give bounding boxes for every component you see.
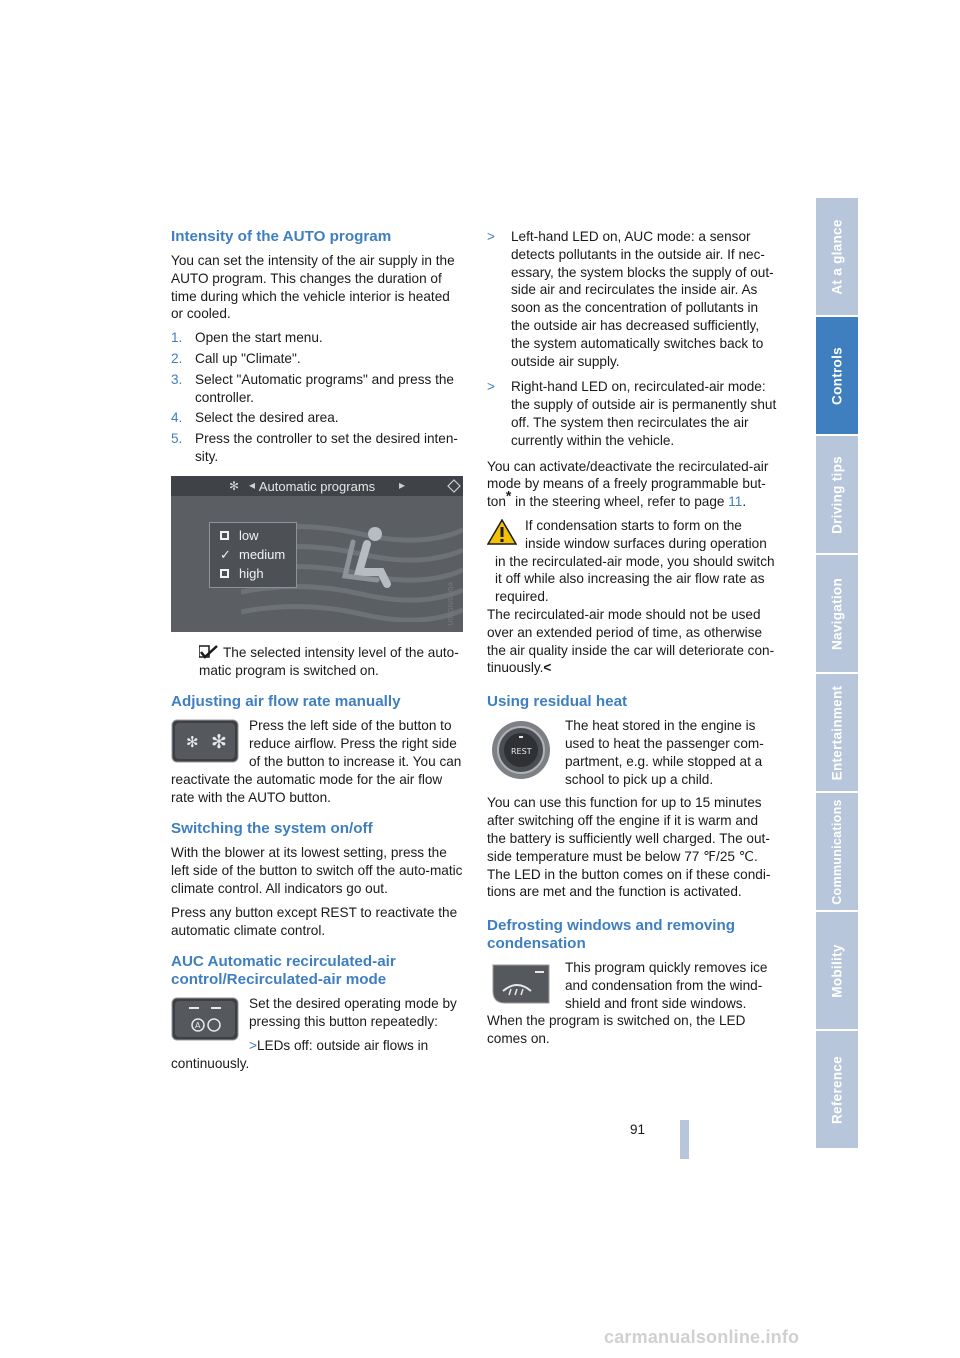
heading-auc: AUC Automatic recirculated-air control/Recirculated-air mode [171, 953, 396, 989]
settings-icon [447, 479, 461, 493]
svg-text:A: A [195, 1021, 201, 1031]
left-column [171, 228, 463, 1079]
warning-section [487, 517, 779, 677]
heading-onoff: Switching the system on/off [171, 820, 373, 838]
option-low[interactable]: low [220, 527, 259, 545]
warning-text-2: The recirculated-air mode should not be used over an extended period of time, as otherwise the air quality inside the car will deteriorate con-tinuously.< [487, 606, 775, 676]
blower-button-image [171, 719, 239, 763]
defrost-button-image [487, 961, 555, 1007]
chapter-tabs [816, 198, 858, 1150]
tab-communications[interactable]: Communications [816, 793, 858, 912]
activate-paragraph: You can activate/deactivate the recirculated-air mode by means of a freely programmable but-ton* in the steering wheel, refer to page 11. [487, 458, 769, 510]
warning-icon [487, 519, 517, 545]
image-code: U06GN/01/0A [448, 582, 456, 626]
tab-mobility[interactable]: Mobility [816, 912, 858, 1031]
rest-label: REST [511, 747, 532, 757]
option-star: * [505, 487, 512, 504]
caption-paragraph [171, 644, 463, 680]
tab-navigation[interactable]: Navigation [816, 555, 858, 674]
right-column [487, 228, 779, 1054]
option-high[interactable]: high [220, 565, 264, 583]
onoff-p2: Press any button except REST to reactivate the automatic climate control. [171, 904, 458, 938]
checkmark-icon [199, 645, 219, 659]
steps-list [171, 329, 463, 466]
step-item: 1. Open the start menu. [171, 330, 323, 346]
rest-button-image [487, 719, 555, 781]
step-item: 3. Select "Automatic programs" and press the controller. [171, 371, 454, 405]
defrost-text: This program quickly removes ice and condensation from the wind-shield and front side windows. When the program is switched on, the LED comes on. [487, 960, 768, 1047]
onoff-p1: With the blower at its lowest setting, press the left side of the button to switch off the auto-matic climate control. All indicators go out. [171, 845, 463, 896]
list-item: > Right-hand LED on, recirculated-air mode: the supply of outside air is permanently shut off. The system then recirculates the air currently within the vehicle. [487, 379, 777, 448]
auc-bullet-1: >LEDs off: outside air flows in continuously. [171, 1037, 429, 1071]
auc-bullets [487, 228, 779, 450]
step-item: 4. Select the desired area. [171, 410, 339, 426]
heading-airflow: Adjusting air flow rate manually [171, 693, 401, 711]
auc-button-image [171, 997, 239, 1041]
caption-text: The selected intensity level of the auto-matic program is switched on. [199, 644, 459, 678]
checkbox-icon [220, 531, 229, 540]
page-link[interactable]: 11 [728, 494, 743, 510]
residual-p1: The heat stored in the engine is used to heat the passenger com-partment, e.g. while stopped at a school to pick up a child. [565, 718, 764, 787]
seat-person-icon [331, 524, 393, 596]
auc-section [171, 995, 463, 1072]
screen-title: Automatic programs [258, 478, 376, 494]
tab-at-a-glance[interactable]: At a glance [816, 198, 858, 317]
arrow-left-icon: ◂ [249, 477, 256, 492]
defrost-section [487, 959, 779, 1048]
footer-watermark[interactable]: carmanualsonline.info [604, 1327, 800, 1347]
tab-driving-tips[interactable]: Driving tips [816, 436, 858, 555]
heading-residual: Using residual heat [487, 693, 628, 711]
svg-text:✻: ✻ [186, 733, 199, 752]
residual-section [487, 717, 779, 788]
intensity-options-panel [209, 522, 297, 588]
airflow-text: Press the left side of the button to reduce airflow. Press the right side of the button to increase it. You can reactivate the automatic mode for the air flow rate with the AUTO button. [171, 718, 462, 805]
tab-reference[interactable]: Reference [816, 1031, 858, 1150]
heading-defrost: Defrosting windows and removing condensation [487, 917, 736, 953]
fan-icon: ✻ [229, 478, 240, 493]
step-item: 5. Press the controller to set the desired inten-sity. [171, 431, 458, 464]
end-mark: < [543, 660, 552, 676]
step-item: 2. Call up "Climate". [171, 350, 301, 366]
page-number: 91 [630, 1122, 646, 1137]
intensity-intro: You can set the intensity of the air supply in the AUTO program. This changes the duration of time during which the vehicle interior is heated or cooled. [171, 253, 455, 322]
checkmark-icon: ✓ [220, 546, 231, 562]
tab-entertainment[interactable]: Entertainment [816, 674, 858, 793]
tab-controls[interactable]: Controls [816, 317, 858, 436]
residual-p2: You can use this function for up to 15 minutes after switching off the engine if it is warm and the battery is sufficiently well charged. The out-side temperature must be below 77 ℉/25 ℃. The LED in the button comes on if these condi-tions are met and the function is activated. [487, 795, 771, 900]
auc-text: Set the desired operating mode by pressing this button repeatedly: [249, 996, 457, 1030]
option-medium[interactable]: ✓ medium [220, 546, 286, 562]
page-marker [680, 1120, 689, 1159]
heading-intensity: Intensity of the AUTO program [171, 228, 392, 245]
checkbox-icon [220, 569, 229, 578]
warning-text: If condensation starts to form on the inside window surfaces during operation in the recirculated-air mode, you should switch it off while also increasing the air flow rate as required. [495, 517, 775, 605]
svg-text:✻: ✻ [211, 731, 227, 754]
arrow-right-icon: ▸ [399, 477, 406, 492]
automatic-programs-screen [171, 476, 463, 632]
list-item: > Left-hand LED on, AUC mode: a sensor detects pollutants in the outside air. If nec-essary, the system blocks the supply of out-side air and recirculates the inside air. As soon as the concentration of pollutants in the outside air has decreased sufficiently, the system automatically switches back to outside air supply. [487, 229, 774, 369]
airflow-section [171, 717, 463, 806]
